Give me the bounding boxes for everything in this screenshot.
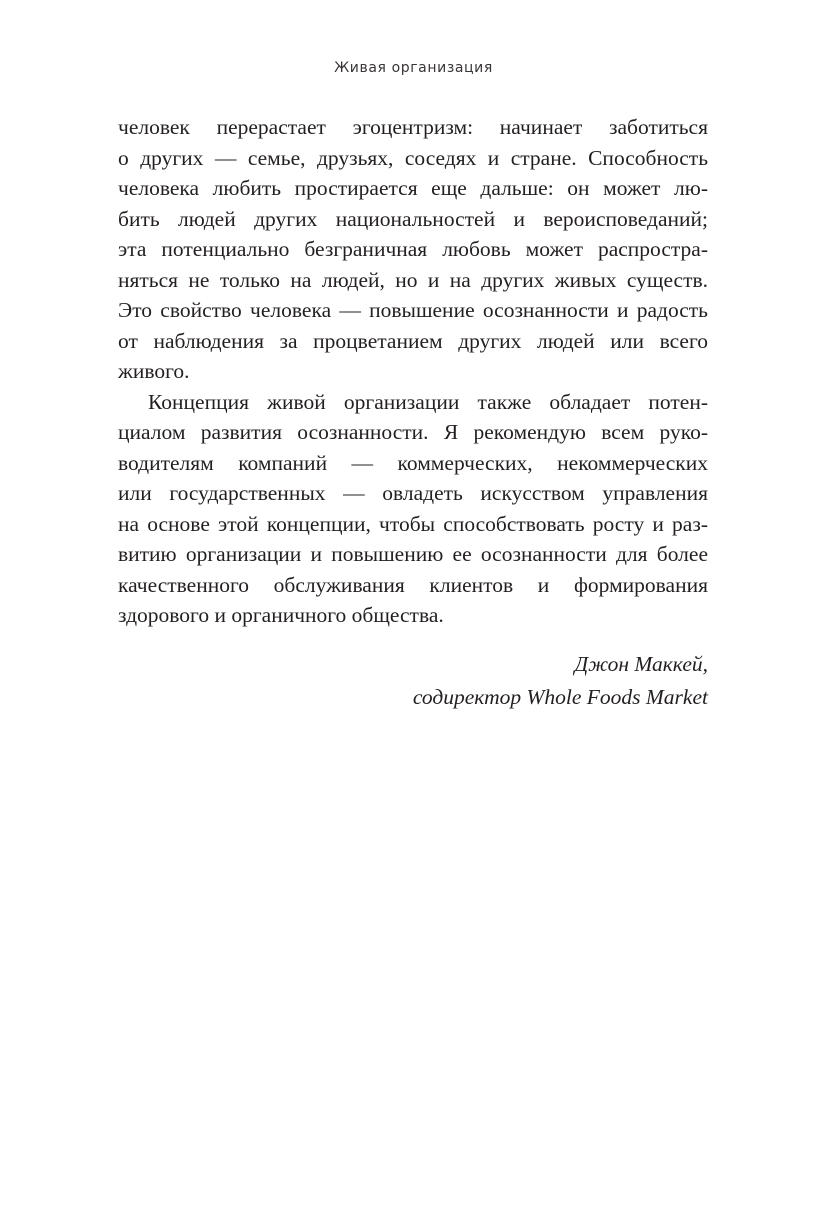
text-line: водителям компаний — коммерческих, некоммерческих [118,450,708,475]
text-line: эта потенциально безграничная любовь может распростра- [118,237,708,261]
paragraph-1 [118,112,708,387]
running-head: Живая организация [334,60,493,76]
text-line: Концепция живой организации также обладает потен- [148,389,708,414]
body-text [118,112,708,631]
text-line: человек перерастает эгоцентризм: начинает заботиться [118,115,708,139]
text-line: качественного обслуживания клиентов и формирования [118,572,708,597]
text-line: бить людей других национальностей и вероисповеданий; [118,206,708,231]
text-line: или государственных — овладеть искусством управления [118,481,708,505]
text-line: живого. [118,359,190,383]
text-line: Это свойство человека — повышение осознанности и радость [118,298,708,322]
text-line: няться не только на людей, но и на других живых существ. [118,267,708,292]
text-line: о других — семье, друзьях, соседях и стране. Способность [118,145,708,170]
signature [118,648,708,714]
text-line: человека любить простирается еще дальше: он может лю- [118,176,708,200]
text-line: здорового и органичного общества. [118,603,444,627]
signature-name: Джон Маккей, [574,652,708,676]
paragraph-2 [118,387,708,631]
signature-title: содиректор Whole Foods Market [412,685,708,709]
text-line: витию организации и повышению ее осознанности для более [118,542,708,566]
text-line: от наблюдения за процветанием других людей или всего [118,328,708,353]
text-line: циалом развития осознанности. Я рекомендую всем руко- [118,420,708,444]
text-line: на основе этой концепции, чтобы способствовать росту и раз- [118,511,708,536]
